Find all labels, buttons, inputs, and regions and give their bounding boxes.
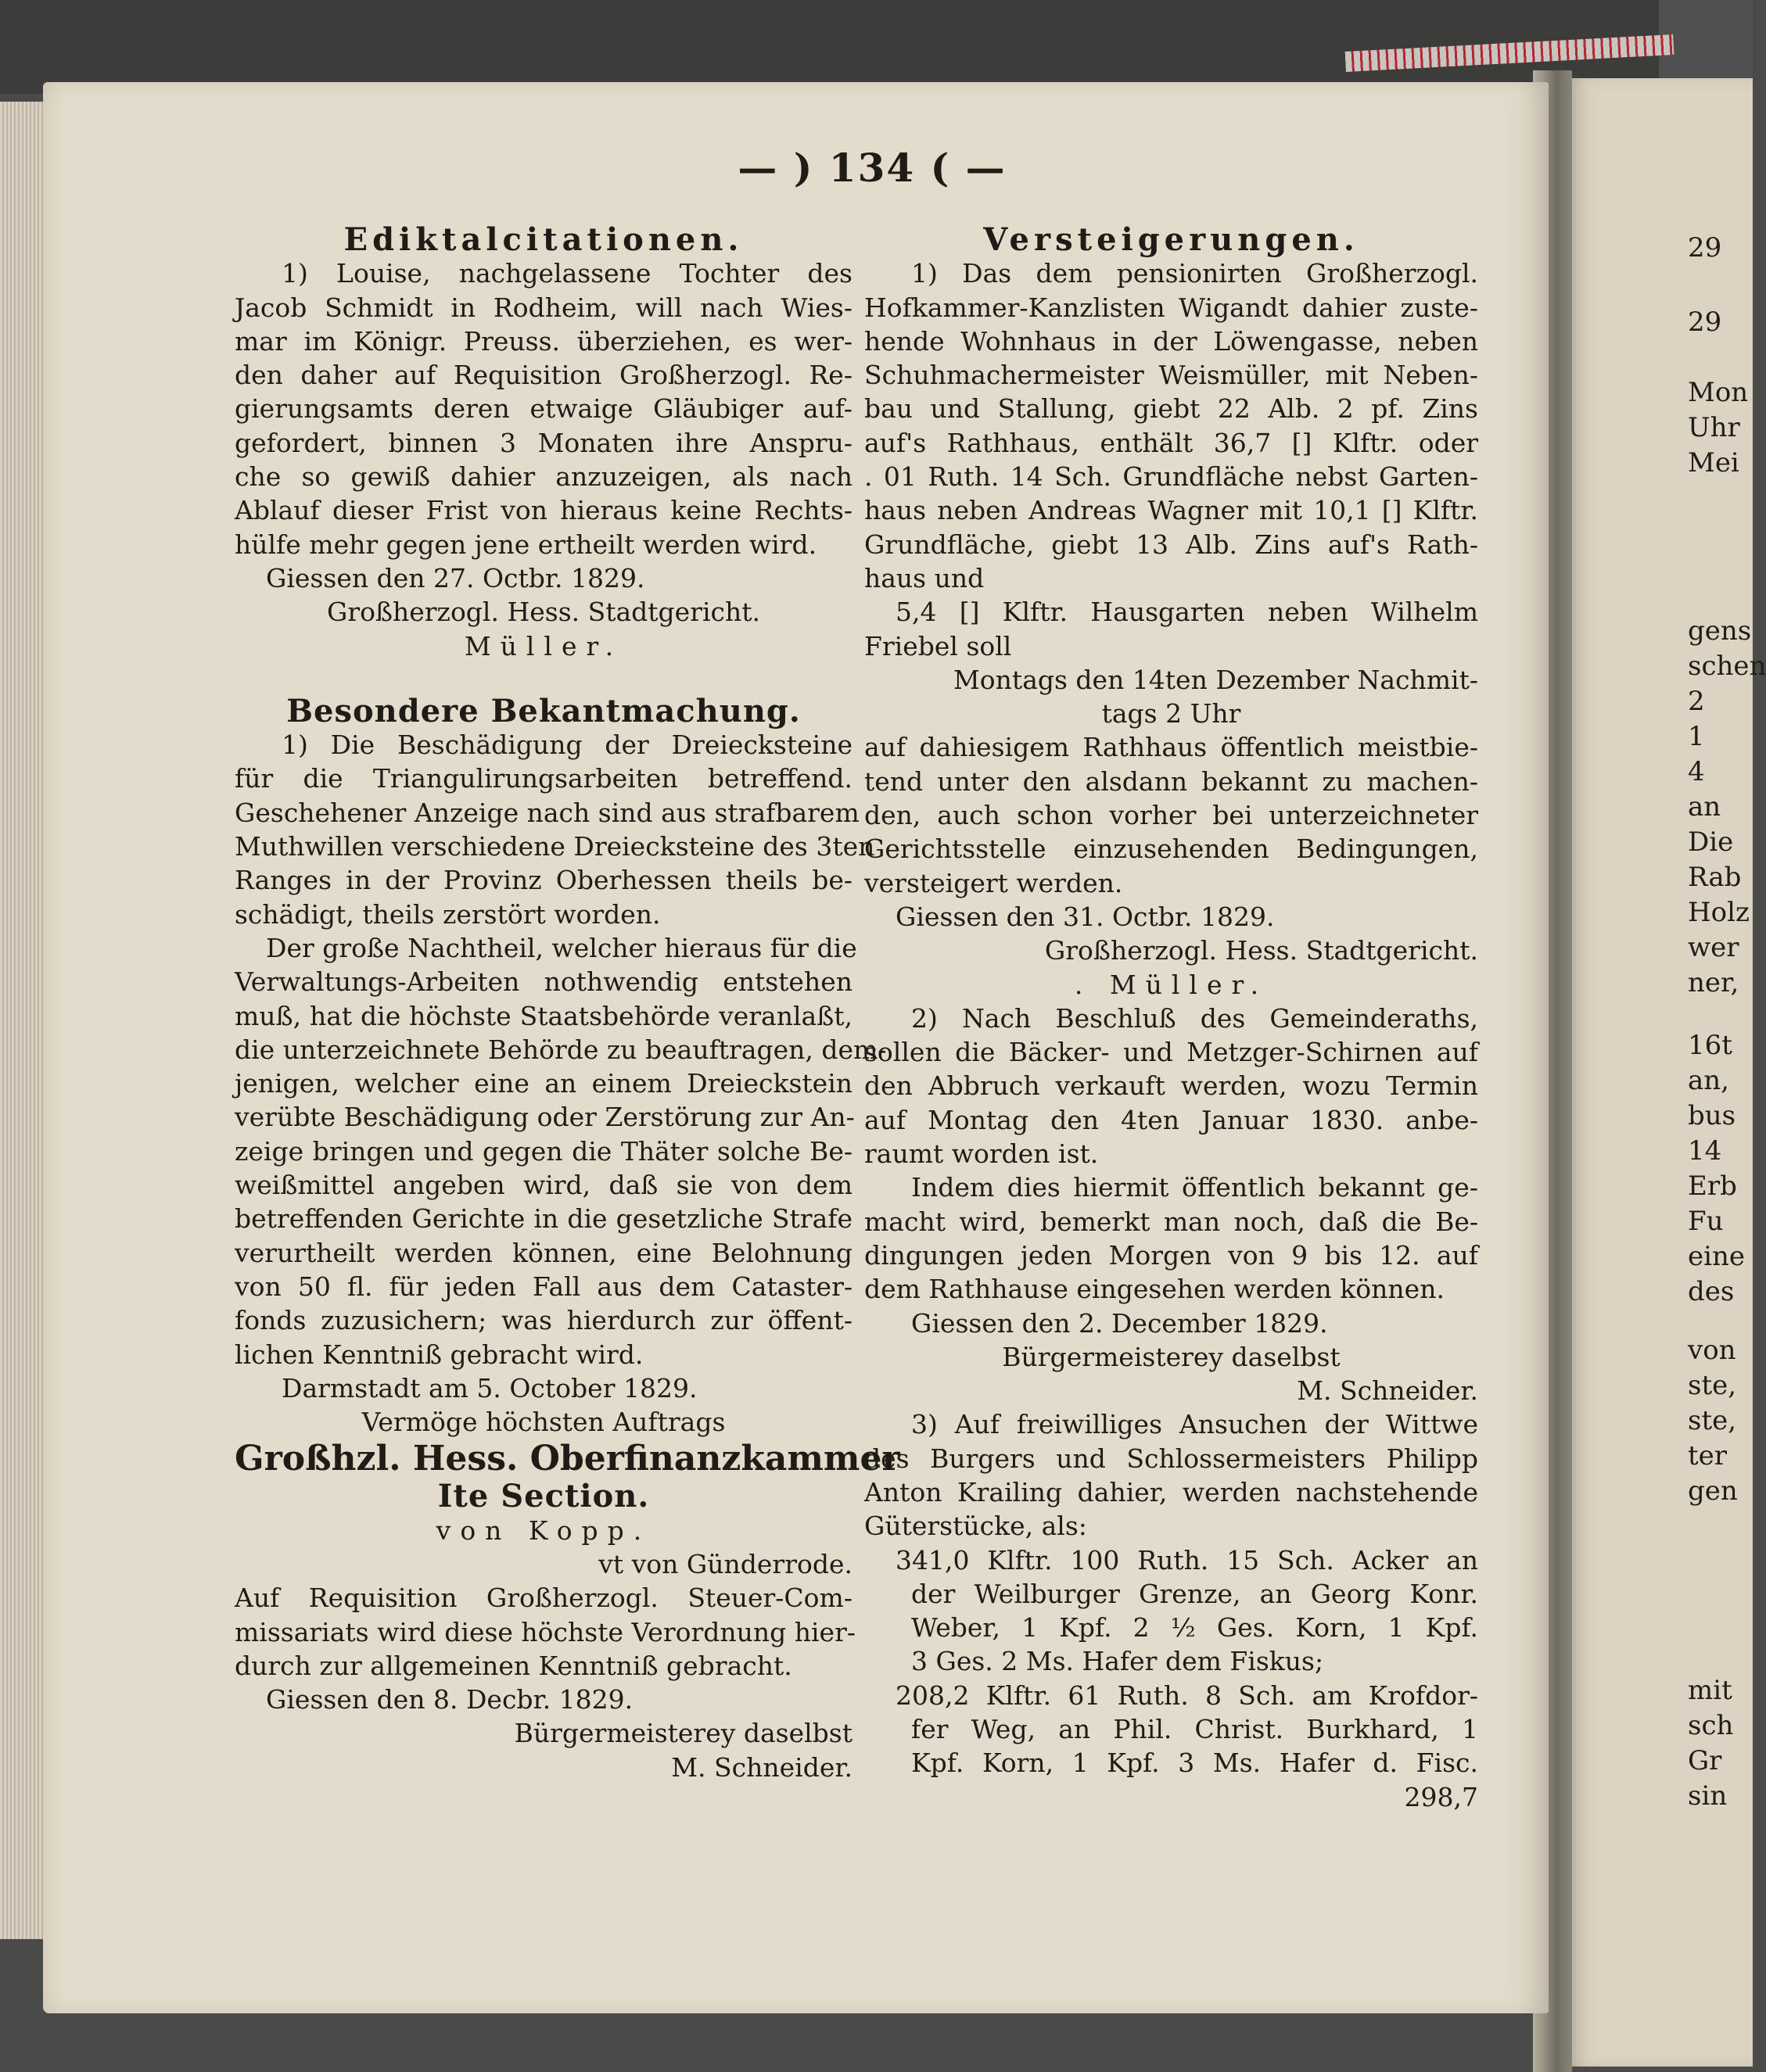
text-line: bau und Stallung, giebt 22 Alb. 2 pf. Zins	[864, 393, 1478, 425]
text-line: hende Wohnhaus in der Löwengasse, neben	[864, 325, 1478, 357]
text-line: Verwaltungs-Arbeiten nothwendig entstehen	[235, 966, 852, 998]
text-line: Ite Section.	[437, 1478, 650, 1515]
text-line: dem Rathhause eingesehen werden können.	[864, 1274, 1445, 1305]
text-line: Muthwillen verschiedene Dreiecksteine des 3ten	[235, 831, 875, 862]
text-line: Giessen den 2. December 1829.	[911, 1307, 1328, 1339]
text-line: fer Weg, an Phil. Christ. Burkhard, 1	[911, 1714, 1478, 1745]
text-line: M. Schneider.	[671, 1751, 852, 1783]
text-line: lichen Kenntniß gebracht wird.	[235, 1339, 644, 1370]
text-line: 298,7	[1404, 1781, 1478, 1812]
text-line: M. Schneider.	[1297, 1375, 1478, 1407]
text-line: Kpf. Korn, 1 Kpf. 3 Ms. Hafer d. Fisc.	[911, 1748, 1478, 1779]
text-line: Ranges in der Provinz Oberhessen theils be-	[235, 865, 852, 896]
next-page-fragment: 4	[1688, 756, 1705, 787]
next-page-fragment: an,	[1688, 1065, 1729, 1096]
text-line: 341,0 Klftr. 100 Ruth. 15 Sch. Acker an	[896, 1544, 1478, 1576]
text-line: Auf Requisition Großherzogl. Steuer-Com-	[235, 1583, 852, 1614]
next-page-fragment: sin	[1688, 1780, 1728, 1812]
text-line: auf Montag den 4ten Januar 1830. anbe-	[864, 1104, 1478, 1135]
text-line: von Kopp.	[436, 1515, 651, 1546]
text-line: Versteigerungen.	[983, 221, 1359, 258]
next-page-fragment: Mei	[1688, 447, 1739, 479]
next-page-fragment: gens	[1688, 615, 1752, 647]
text-line: sollen die Bäcker- und Metzger-Schirnen auf	[864, 1037, 1478, 1068]
next-page-fragment: 16t	[1688, 1030, 1732, 1061]
next-page-fragment: ste,	[1688, 1370, 1737, 1401]
text-line: fonds zuzusichern; was hierdurch zur öffent-	[235, 1305, 852, 1336]
text-line: 208,2 Klftr. 61 Ruth. 8 Sch. am Krofdor-	[896, 1679, 1478, 1711]
next-page-fragment: 14	[1688, 1135, 1722, 1167]
text-line: auf dahiesigem Rathhaus öffentlich meistbie-	[864, 732, 1478, 763]
text-line: verübte Beschädigung oder Zerstörung zur An-	[235, 1102, 855, 1133]
next-page-fragment: 29	[1688, 306, 1722, 338]
text-line: Hofkammer-Kanzlisten Wigandt dahier zuste-	[864, 292, 1478, 323]
next-page-fragment: des	[1688, 1276, 1735, 1307]
next-page-fragment: ner,	[1688, 967, 1739, 998]
text-line: Bürgermeisterey daselbst	[1002, 1341, 1341, 1372]
text-line: Müller.	[464, 630, 623, 661]
text-line: Friebel soll	[864, 630, 1012, 661]
text-line: zeige bringen und gegen die Thäter solche Be-	[235, 1135, 852, 1167]
next-page-fragment: ter	[1688, 1440, 1728, 1472]
text-line: Ablauf dieser Frist von hieraus keine Rechts-	[235, 495, 852, 526]
page-number: — ) 134 ( —	[738, 145, 1007, 191]
next-page-fragment: Fu	[1688, 1206, 1724, 1237]
text-line: haus und	[864, 562, 985, 593]
next-page-fragment: an	[1688, 791, 1721, 823]
text-line: Ediktalcitationen.	[343, 221, 744, 258]
next-page-fragment: mit	[1688, 1675, 1732, 1706]
text-line: raumt worden ist.	[864, 1138, 1099, 1170]
text-line: den, auch schon vorher bei unterzeichneter	[864, 800, 1478, 831]
text-line: den daher auf Requisition Großherzogl. Re-	[235, 360, 852, 391]
next-page-fragment: gen	[1688, 1475, 1738, 1507]
text-line: Großhzl. Hess. Oberfinanzkammer	[235, 1439, 900, 1479]
text-line: Vermöge höchsten Auftrags	[361, 1407, 726, 1438]
next-page-fragment: Holz	[1688, 897, 1750, 928]
text-line: Großherzogl. Hess. Stadtgericht.	[326, 597, 761, 628]
next-page-fragment: Rab	[1688, 862, 1742, 893]
text-line: muß, hat die höchste Staatsbehörde veranlaßt,	[235, 1000, 852, 1031]
text-line: missariats wird diese höchste Verordnung hier-	[235, 1616, 856, 1647]
text-line: Bürgermeisterey daselbst	[514, 1718, 852, 1749]
text-line: Weber, 1 Kpf. 2 ½ Ges. Korn, 1 Kpf.	[911, 1612, 1478, 1644]
text-line: des Burgers und Schlossermeisters Philipp	[864, 1443, 1478, 1474]
text-line: durch zur allgemeinen Kenntniß gebracht.	[235, 1650, 792, 1681]
text-line: der Weilburger Grenze, an Georg Konr.	[911, 1578, 1478, 1609]
text-line: mar im Königr. Preuss. überziehen, es wer-	[235, 325, 852, 357]
text-line: schädigt, theils zerstört worden.	[235, 898, 661, 930]
next-page-fragment: schen	[1688, 651, 1766, 682]
text-line: die unterzeichnete Behörde zu beauftragen, dem-	[235, 1034, 887, 1065]
text-line: hülfe mehr gegen jene ertheilt werden wird.	[235, 529, 817, 560]
next-page-fragment: Gr	[1688, 1745, 1722, 1776]
text-line: Montags den 14ten Dezember Nachmit-	[953, 664, 1478, 695]
text-line: Giessen den 31. Octbr. 1829.	[896, 901, 1275, 932]
text-line: gefordert, binnen 3 Monaten ihre Anspru-	[235, 427, 852, 458]
next-page-fragment: wer	[1688, 932, 1739, 963]
text-line: Anton Krailing dahier, werden nachstehende	[864, 1476, 1478, 1507]
text-line: Besondere Bekantmachung.	[286, 692, 801, 730]
text-line: 1) Das dem pensionirten Großherzogl.	[911, 258, 1478, 289]
text-line: verurtheilt werden können, eine Belohnung	[235, 1237, 852, 1268]
next-page-fragment: Uhr	[1688, 412, 1740, 443]
text-line: weißmittel angeben wird, daß sie von dem	[235, 1170, 852, 1201]
text-line: tags 2 Uhr	[1101, 698, 1241, 730]
text-line	[235, 663, 852, 694]
text-line: Gerichtsstelle einzusehenden Bedingungen,	[864, 833, 1478, 865]
next-page-fragment: eine	[1688, 1241, 1746, 1272]
text-line: Großherzogl. Hess. Stadtgericht.	[1044, 935, 1478, 966]
next-page-fragment: 2	[1688, 686, 1705, 717]
text-line: betreffenden Gerichte in die gesetzliche Strafe	[235, 1203, 852, 1235]
text-line: che so gewiß dahier anzuzeigen, als nach	[235, 461, 852, 493]
text-line: 1) Louise, nachgelassene Tochter des	[282, 258, 852, 289]
text-line: 3 Ges. 2 Ms. Hafer dem Fiskus;	[911, 1646, 1324, 1677]
text-line: dingungen jeden Morgen von 9 bis 12. auf	[864, 1239, 1478, 1271]
text-line: 1) Die Beschädigung der Dreiecksteine	[282, 730, 852, 761]
text-line: Jacob Schmidt in Rodheim, will nach Wies-	[235, 292, 852, 323]
text-line: gierungsamts deren etwaige Gläubiger auf-	[235, 393, 852, 425]
text-line: Geschehener Anzeige nach sind aus strafbarem	[235, 797, 860, 828]
next-page-fragment: 1	[1688, 721, 1705, 752]
text-line: vt von Günderrode.	[598, 1548, 852, 1579]
text-line: . 01 Ruth. 14 Sch. Grundfläche nebst Garten-	[864, 461, 1478, 493]
left-column	[235, 221, 900, 1784]
next-page-fragment: ste,	[1688, 1405, 1737, 1436]
text-line: . Müller.	[1074, 969, 1269, 1000]
next-page-fragment: sch	[1688, 1710, 1734, 1741]
text-line: Güterstücke, als:	[864, 1511, 1087, 1542]
text-line: tend unter den alsdann bekannt zu machen-	[864, 765, 1478, 797]
text-line: Darmstadt am 5. October 1829.	[282, 1372, 698, 1403]
text-line: Schuhmachermeister Weismüller, mit Neben-	[864, 360, 1478, 391]
text-line: den Abbruch verkauft werden, wozu Termin	[864, 1070, 1478, 1102]
next-page-fragment: 29	[1688, 232, 1722, 263]
text-line: Der große Nachtheil, welcher hieraus für die	[266, 932, 857, 963]
text-line: Giessen den 27. Octbr. 1829.	[266, 562, 645, 593]
text-line: versteigert werden.	[864, 867, 1123, 898]
text-line: für die Triangulirungsarbeiten betreffend.	[235, 763, 852, 794]
text-line: macht wird, bemerkt man noch, daß die Be-	[864, 1206, 1478, 1237]
text-line: 2) Nach Beschluß des Gemeinderaths,	[911, 1002, 1478, 1034]
next-page-fragment: Die	[1688, 826, 1734, 858]
text-line: von 50 fl. für jeden Fall aus dem Cataster-	[235, 1271, 852, 1302]
next-page-fragment: Mon	[1688, 377, 1749, 408]
text-line: Grundfläche, giebt 13 Alb. Zins auf's Rath-	[864, 529, 1478, 560]
text-line: jenigen, welcher eine an einem Dreieckstein	[235, 1068, 852, 1099]
text-line: 5,4 [] Klftr. Hausgarten neben Wilhelm	[896, 597, 1478, 628]
next-page-fragment: bus	[1688, 1100, 1736, 1131]
text-line: auf's Rathhaus, enthält 36,7 [] Klftr. oder	[864, 427, 1478, 458]
right-column	[864, 223, 1478, 1814]
text-line: 3) Auf freiwilliges Ansuchen der Wittwe	[911, 1409, 1478, 1440]
next-page-fragment: von	[1688, 1335, 1736, 1366]
next-page-fragment: Erb	[1688, 1170, 1737, 1202]
text-line: Giessen den 8. Decbr. 1829.	[266, 1684, 634, 1715]
text-line: Indem dies hiermit öffentlich bekannt ge-	[911, 1172, 1478, 1203]
text-line: haus neben Andreas Wagner mit 10,1 [] Klftr.	[864, 495, 1478, 526]
